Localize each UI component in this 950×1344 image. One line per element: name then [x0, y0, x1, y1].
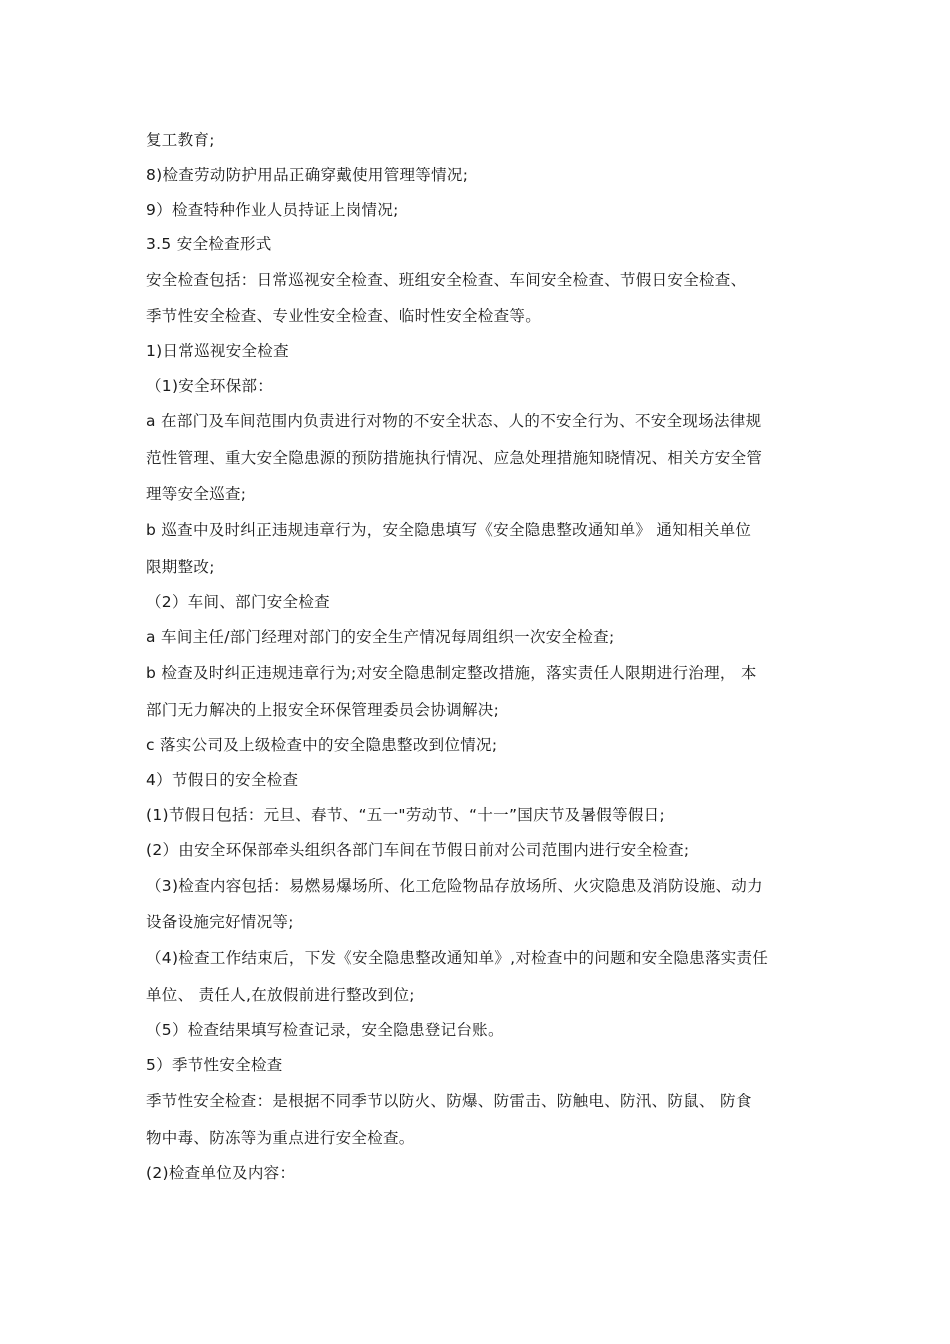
subsection-heading: 5）季节性安全检查 — [146, 1056, 283, 1074]
text-line: 理等安全巡查; — [146, 485, 247, 503]
text-line: 限期整改; — [146, 558, 215, 576]
text-line: b 检查及时纠正违规违章行为;对安全隐患制定整改措施，落实责任人限期进行治理， 本 — [146, 664, 757, 682]
text-line: 单位、 责任人,在放假前进行整改到位; — [146, 986, 415, 1004]
text-line: 复工教育; — [146, 131, 215, 149]
text-line: a 在部门及车间范围内负责进行对物的不安全状态、人的不安全行为、不安全现场法律规 — [146, 412, 762, 430]
text-line: 物中毒、防冻等为重点进行安全检查。 — [146, 1129, 415, 1147]
text-line: 9）检查特种作业人员持证上岗情况; — [146, 201, 399, 219]
text-line: 季节性安全检查：是根据不同季节以防火、防爆、防雷击、防触电、防汛、防鼠、 防食 — [146, 1092, 752, 1110]
subsection-heading: 4）节假日的安全检查 — [146, 771, 299, 789]
text-line: (2)检查单位及内容： — [146, 1164, 296, 1182]
text-line: （5）检查结果填写检查记录，安全隐患登记台账。 — [146, 1021, 504, 1039]
text-line: (1)节假日包括：元旦、春节、“五一"劳动节、“十一”国庆节及暑假等假日; — [146, 806, 665, 824]
text-line: （1)安全环保部： — [146, 377, 274, 395]
text-line: 范性管理、重大安全隐患源的预防措施执行情况、应急处理措施知晓情况、相关方安全管 — [146, 449, 763, 467]
subsection-heading: 1)日常巡视安全检查 — [146, 342, 289, 360]
text-line: 安全检查包括：日常巡视安全检查、班组安全检查、车间安全检查、节假日安全检查、 — [146, 271, 747, 289]
text-line: 部门无力解决的上报安全环保管理委员会协调解决; — [146, 701, 500, 719]
section-heading: 3.5 安全检查形式 — [146, 235, 272, 253]
text-line: 8)检查劳动防护用品正确穿戴使用管理等情况; — [146, 166, 469, 184]
text-line: b 巡查中及时纠正违规违章行为，安全隐患填写《安全隐患整改通知单》 通知相关单位 — [146, 521, 752, 539]
text-line: a 车间主任/部门经理对部门的安全生产情况每周组织一次安全检查; — [146, 628, 615, 646]
text-line: （4)检查工作结束后，下发《安全隐患整改通知单》,对检查中的问题和安全隐患落实责任 — [146, 949, 769, 967]
text-line: （3)检查内容包括：易燃易爆场所、化工危险物品存放场所、火灾隐患及消防设施、动力 — [146, 877, 763, 895]
text-line: c 落实公司及上级检查中的安全隐患整改到位情况; — [146, 736, 498, 754]
text-line: 设备设施完好情况等; — [146, 913, 294, 931]
text-line: (2）由安全环保部牵头组织各部门车间在节假日前对公司范围内进行安全检查; — [146, 841, 690, 859]
text-line: 季节性安全检查、专业性安全检查、临时性安全检查等。 — [146, 307, 542, 325]
text-line: （2）车间、部门安全检查 — [146, 593, 330, 611]
